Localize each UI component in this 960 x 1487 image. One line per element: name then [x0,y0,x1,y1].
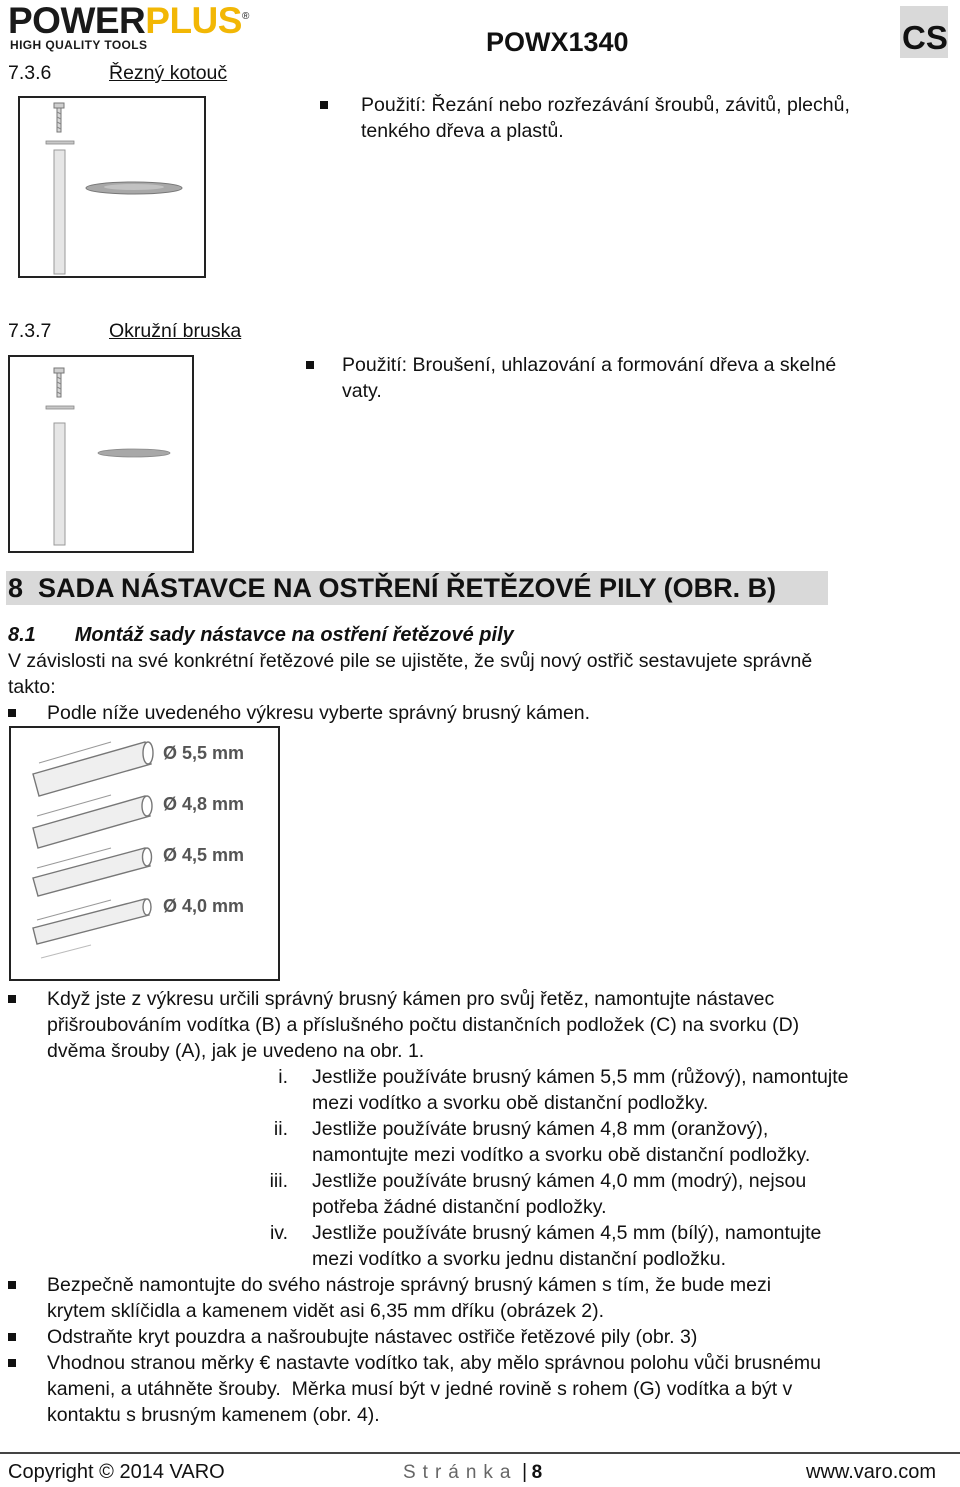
list-item-text: namontujte mezi vodítko a svorku obě distanční podložky. [312,1144,811,1166]
bullet-icon [306,361,314,369]
list-item-text: potřeba žádné distanční podložky. [312,1196,607,1218]
cutting-disc-figure [18,96,206,278]
stone-size-label: Ø 5,5 mm [163,743,245,763]
list-number: iii. [269,1170,288,1192]
disc-icon [86,182,182,194]
mandrel-icon [54,150,65,274]
bullet-text: krytem sklíčidla a kamenem vidět asi 6,35 mm dříku (obrázek 2). [47,1300,605,1322]
bullet-icon [8,995,16,1003]
grinding-disc-figure [8,355,194,553]
section-number: 7.3.7 [8,320,52,342]
bullet-text: Bezpečně namontujte do svého nástroje správný brusný kámen s tím, že bude mezi [47,1274,772,1296]
bullet-icon [8,1333,16,1341]
bullet-text: dvěma šrouby (A), jak je uvedeno na obr. 1. [47,1040,425,1062]
bullet-text: kameni, a utáhněte šrouby. Měrka musí být v jedné rovině s rohem (G) vodítka a být v [47,1378,793,1400]
language-code: CS [902,19,948,56]
logo-tagline: HIGH QUALITY TOOLS [10,38,148,52]
list-item-text: Jestliže používáte brusný kámen 5,5 mm (růžový), namontujte [312,1066,849,1088]
bullet-icon [8,709,16,717]
page-label: Stránka [403,1462,518,1483]
stone-size-label: Ø 4,0 mm [163,896,245,916]
stone-4-5-icon [33,848,152,896]
grinding-stones-figure [9,726,280,981]
footer-page-indicator [403,1459,542,1485]
intro-text: V závislosti na své konkrétní řetězové pile se ujistěte, že svůj nový ostřič sestavujete správně [8,650,813,672]
grinding-disc-illustration [10,357,192,551]
bullet-icon [320,101,328,109]
mandrel-icon [54,423,65,545]
logo-accent-text: PLUS [145,0,242,41]
logo-registered-mark: ® [241,11,249,22]
washer-icon [46,141,74,144]
list-item-text: Jestliže používáte brusný kámen 4,0 mm (modrý), nejsou [312,1170,807,1192]
list-item-text: Jestliže používáte brusný kámen 4,5 mm (bílý), namontujte [312,1222,822,1244]
stone-size-label: Ø 4,8 mm [163,794,245,814]
bullet-text: Vhodnou stranou měrky € nastavte vodítko tak, aby mělo správnou polohu vůči brusnému [47,1352,821,1374]
list-number: i. [278,1066,288,1088]
washer-icon [46,406,74,409]
usage-text: tenkého dřeva a plastů. [361,120,564,142]
usage-text: Použití: Řezání nebo rozřezávání šroubů, závitů, plechů, [361,94,850,116]
screw-icon [54,103,64,132]
screw-icon [54,368,64,397]
bullet-icon [8,1281,16,1289]
usage-text: vaty. [342,380,382,402]
footer-website: www.varo.com [806,1461,937,1483]
bullet-icon [8,1359,16,1367]
language-badge [900,6,948,58]
model-number: POWX1340 [486,27,629,57]
usage-text: Použití: Broušení, uhlazování a formování dřeva a skelné [342,354,837,376]
list-number: iv. [269,1222,288,1244]
page-number: 8 [531,1462,543,1483]
brand-logo [8,0,298,54]
stone-size-label: Ø 4,5 mm [163,845,245,865]
section-number: 7.3.6 [8,62,52,84]
stone-4-8-icon [33,795,152,848]
disc-icon [98,449,170,457]
sub-heading: 8.1 Montáž sady nástavce na ostření řetězové pily [8,624,514,646]
bullet-text: přišroubováním vodítka (B) a příslušného počtu distančních podložek (C) na svorku (D) [47,1014,800,1036]
page-separator: | [521,1461,528,1483]
bullet-text: Odstraňte kryt pouzdra a našroubujte nástavec ostřiče řetězové pily (obr. 3) [47,1326,698,1348]
stone-4-0-icon [33,899,151,958]
bullet-text: Podle níže uvedeného výkresu vyberte správný brusný kámen. [47,702,591,724]
intro-text: takto: [8,676,56,698]
logo-main-text: POWER [8,0,146,41]
section-title: Řezný kotouč [109,62,228,84]
footer-copyright: Copyright © 2014 VARO [8,1461,225,1483]
list-item-text: mezi vodítko a svorku jednu distanční podložku. [312,1248,727,1270]
cutting-disc-illustration [20,98,204,276]
list-item-text: mezi vodítko a svorku obě distanční podložky. [312,1092,709,1114]
footer-divider [0,1452,960,1454]
stone-5-5-icon [33,742,153,796]
list-number: ii. [273,1118,288,1140]
section-title: Okružní bruska [109,320,242,342]
chapter-heading: 8 SADA NÁSTAVCE NA OSTŘENÍ ŘETĚZOVÉ PILY (OBR. B) [6,571,828,605]
bullet-text: kontaktu s brusným kamenem (obr. 4). [47,1404,380,1426]
list-item-text: Jestliže používáte brusný kámen 4,8 mm (oranžový), [312,1118,769,1140]
bullet-text: Když jste z výkresu určili správný brusný kámen pro svůj řetěz, namontujte nástavec [47,988,775,1010]
